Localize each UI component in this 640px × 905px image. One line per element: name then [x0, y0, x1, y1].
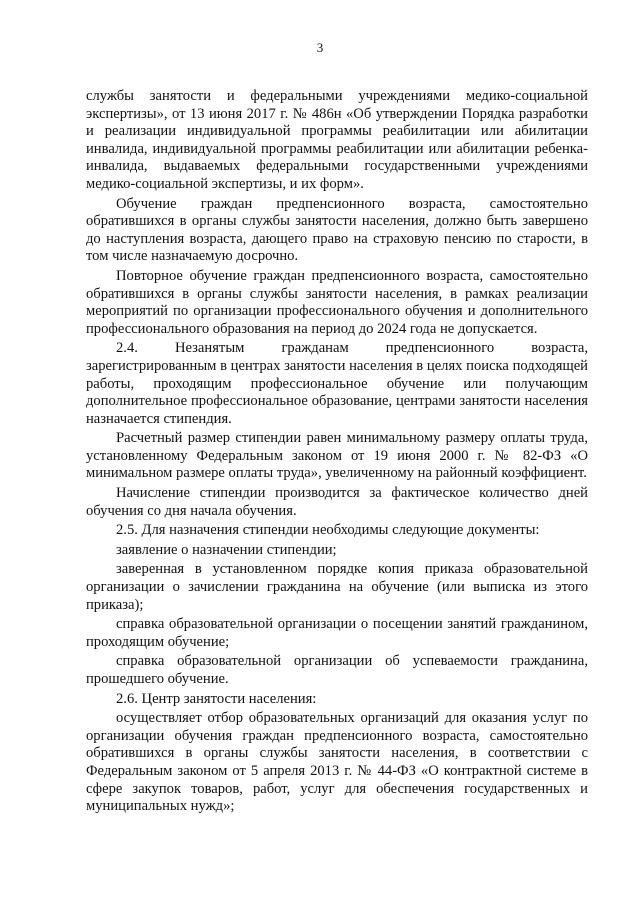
paragraph-stipend-accrual: Начисление стипендии производится за фактическое количество дней обучения со дня начала обучения.	[86, 485, 588, 519]
page-number: 3	[316, 40, 324, 55]
paragraph-clause-2-5: 2.5. Для назначения стипендии необходимы следующие документы:	[116, 522, 540, 539]
paragraph-repeat-training: Повторное обучение граждан предпенсионного возраста, самостоятельно обратившихся в органы службы занятости населения, в рамках реализации мероприятий по организации профессионального обучения и дополнительного профессионального образования на период до 2024 года не допускается.	[86, 267, 588, 337]
paragraph-selection-of-organizations: осуществляет отбор образовательных организаций для оказания услуг по организации обучения граждан предпенсионного возраста, самостоятельно обратившихся в органы службы занятости населения, в соответствии с Федеральным законом от 5 апреля 2013 г. № 44-ФЗ «О контрактной системе в сфере закупок товаров, работ, услуг для обеспечения государственных и муниципальных нужд»;	[86, 710, 588, 815]
paragraph-clause-2-4: 2.4. Незанятым гражданам предпенсионного возраста, зарегистрированным в центрах занятости населения в целях поиска подходящей работы, проходящим профессиональное обучение или получающим дополнительное профессиональное образование, центрами занятости населения назначается стипендия.	[86, 340, 588, 427]
paragraph-training-deadline: Обучение граждан предпенсионного возраста, самостоятельно обратившихся в органы службы занятости населения, должно быть завершено до наступления возраста, дающего право на страховую пенсию по старости, в том числе назначаемую досрочно.	[86, 195, 588, 265]
paragraph-continuation: службы занятости и федеральными учреждениями медико-социальной экспертизы», от 13 июня 2017 г. № 486н «Об утверждении Порядка разработки и реализации индивидуальной программы реабилитации или абилитации инвалида, индивидуальной программы реабилитации или абилитации ребенка-инвалида, выдаваемых федеральными государственными учреждениями медико-социальной экспертизы, и их форм».	[86, 88, 588, 192]
list-item-application: заявление о назначении стипендии;	[116, 541, 337, 558]
paragraph-clause-2-6: 2.6. Центр занятости населения:	[116, 690, 317, 707]
list-item-enrollment-order: заверенная в установленном порядке копия приказа образовательной организации о зачислении гражданина на обучение (или выписка из этого приказа);	[86, 561, 588, 613]
paragraph-stipend-amount: Расчетный размер стипендии равен минимальному размеру оплаты труда, установленному Федеральным законом от 19 июня 2000 г. № 82-ФЗ «О минимальном размере оплаты труда», увеличенному на районный коэффициент.	[86, 430, 588, 482]
list-item-attendance-certificate: справка образовательной организации о посещении занятий гражданином, проходящим обучение;	[86, 616, 588, 650]
list-item-progress-certificate: справка образовательной организации об успеваемости гражданина, прошедшего обучение.	[86, 653, 588, 687]
